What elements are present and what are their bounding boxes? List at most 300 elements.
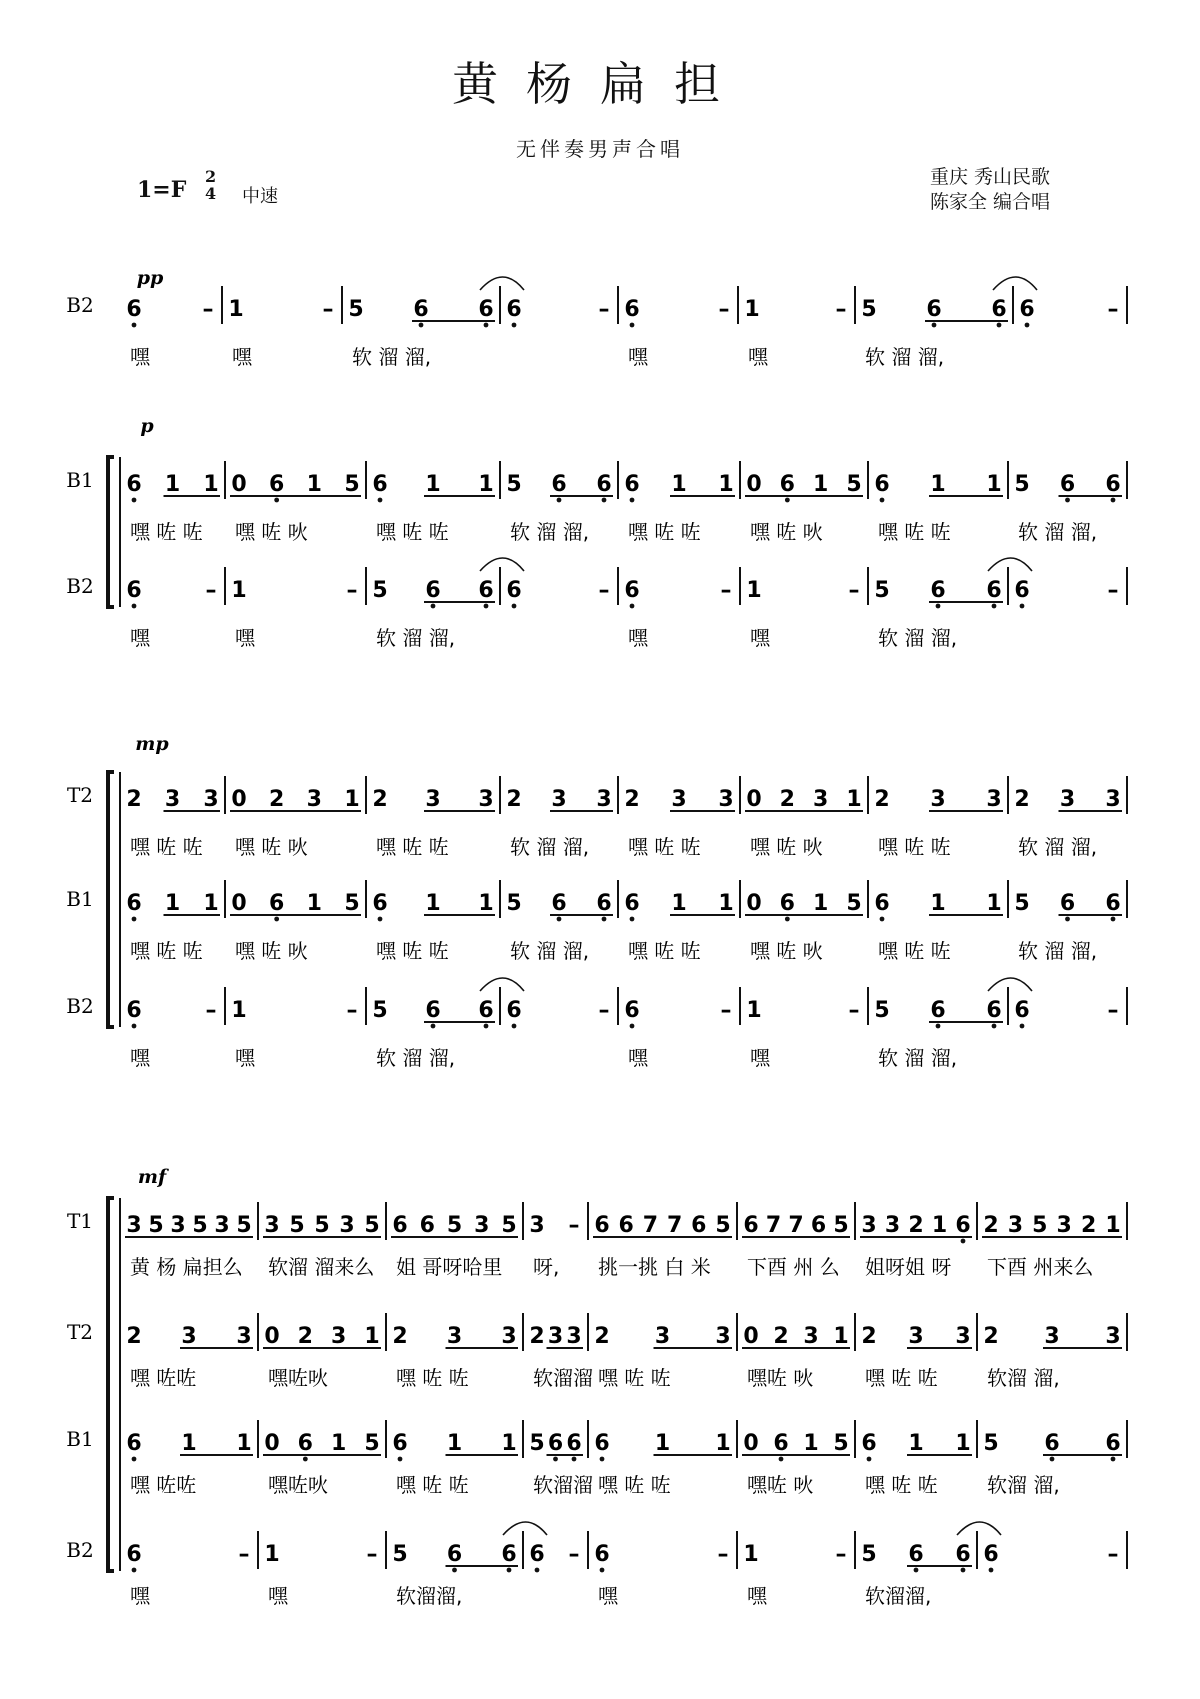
note: 5	[715, 1213, 731, 1238]
note: 3	[803, 1324, 819, 1349]
note: 1	[654, 1431, 671, 1456]
note: 1	[671, 891, 687, 916]
lyric-text: 嘿咗吙	[268, 1366, 328, 1390]
octave-dot	[961, 1239, 966, 1244]
octave-dot	[932, 323, 937, 328]
note: 1	[344, 787, 360, 812]
note: 6	[1059, 472, 1076, 497]
note: 1	[446, 1431, 463, 1456]
note: 6	[478, 998, 494, 1023]
octave-dot	[274, 498, 279, 503]
note: 6	[501, 1542, 517, 1567]
note: 0	[264, 1324, 280, 1349]
voice-label-b1: B1	[66, 468, 94, 492]
tie-arc	[988, 978, 1032, 991]
lyric-text: 呀,	[533, 1255, 560, 1279]
note: 1	[813, 891, 829, 916]
note: 6	[269, 891, 285, 916]
note: 6	[624, 578, 640, 603]
octave-dot	[132, 323, 137, 328]
octave-dot	[507, 1568, 512, 1573]
note: 5	[501, 1213, 517, 1238]
note: 6	[983, 1542, 999, 1567]
note: 6	[551, 472, 567, 497]
note: 5	[506, 891, 522, 916]
lyric-text: 嘿 咗咗	[130, 1473, 197, 1497]
arranger-credit: 陈家全 编合唱	[930, 191, 1051, 213]
note: 5	[372, 998, 388, 1023]
note: 2	[908, 1213, 924, 1238]
octave-dot	[1111, 1457, 1116, 1462]
note: 3	[930, 787, 946, 812]
lyric-text: 嘿 咗 咗	[865, 1473, 938, 1497]
note: 6	[874, 891, 890, 916]
octave-dot	[880, 917, 885, 922]
note: 1	[931, 1213, 948, 1238]
voice-label-b2: B2	[66, 574, 94, 598]
note: 6	[1019, 297, 1035, 322]
note: 3	[566, 1324, 582, 1349]
octave-dot	[512, 1024, 517, 1029]
song-title: 黄杨扁担	[452, 57, 748, 111]
tie-arc	[957, 1522, 1001, 1535]
note: 3	[425, 787, 441, 812]
lyric-text: 嘿	[750, 626, 770, 650]
note: 5	[833, 1431, 849, 1456]
note: –	[1107, 998, 1119, 1023]
lyric-text: 软 溜 溜,	[510, 520, 590, 544]
lyric-text: 下酉 州来么	[987, 1255, 1094, 1279]
octave-dot	[602, 917, 607, 922]
key-signature: 1=F	[137, 177, 187, 203]
note: 1	[364, 1324, 380, 1349]
note: 1	[203, 472, 219, 497]
note: 6	[594, 1213, 610, 1238]
lyric-text: 软 溜 溜,	[865, 345, 945, 369]
note: 1	[306, 891, 322, 916]
octave-dot	[431, 604, 436, 609]
octave-dot	[572, 1457, 577, 1462]
note: 5	[506, 472, 522, 497]
note: 6	[810, 1213, 827, 1238]
lyric-text: 软溜 溜来么	[268, 1255, 375, 1279]
note: 6	[874, 472, 890, 497]
note: 3	[529, 1213, 545, 1238]
note: 1	[718, 891, 734, 916]
octave-dot	[600, 1457, 605, 1462]
note: 1	[306, 472, 322, 497]
note: –	[202, 297, 214, 322]
lyric-text: 嘿 咗 咗	[628, 835, 701, 859]
note: 5	[392, 1542, 408, 1567]
note: 6	[1059, 891, 1076, 916]
lyric-text: 嘿	[628, 1046, 648, 1070]
note: 6	[1014, 578, 1030, 603]
octave-dot	[997, 323, 1002, 328]
note: 0	[746, 787, 762, 812]
note: 5	[344, 891, 360, 916]
octave-dot	[880, 498, 885, 503]
note: 5	[364, 1431, 380, 1456]
note: 3	[596, 787, 612, 812]
lyric-text: 嘿	[130, 1046, 150, 1070]
octave-dot	[484, 323, 489, 328]
note: 6	[126, 297, 142, 322]
note: 1	[930, 472, 946, 497]
note: 6	[1105, 891, 1121, 916]
note: 1	[331, 1431, 347, 1456]
note: 5	[1032, 1213, 1048, 1238]
octave-dot	[484, 604, 489, 609]
note: 2	[506, 787, 522, 812]
note: 5	[372, 578, 388, 603]
lyric-text: 嘿咗 吙	[747, 1366, 814, 1390]
note: 6	[126, 998, 142, 1023]
octave-dot	[630, 604, 635, 609]
lyric-text: 姐 哥呀哈里	[396, 1255, 503, 1279]
note: 2	[297, 1324, 313, 1349]
note: 1	[1105, 1213, 1121, 1238]
note: 6	[624, 891, 640, 916]
note: 5	[1014, 472, 1030, 497]
note: 2	[983, 1213, 999, 1238]
note: 0	[231, 891, 247, 916]
note: 6	[1105, 472, 1121, 497]
note: –	[205, 998, 217, 1023]
note: 3	[474, 1213, 490, 1238]
octave-dot	[132, 498, 137, 503]
octave-dot	[535, 1568, 540, 1573]
lyric-text: 嘿 咗 咗	[396, 1366, 469, 1390]
note: 1	[986, 891, 1002, 916]
note: –	[848, 578, 860, 603]
lyric-text: 嘿	[750, 1046, 770, 1070]
lyric-text: 嘿 咗 咗	[376, 939, 449, 963]
note: –	[835, 297, 847, 322]
note: 3	[1007, 1213, 1024, 1238]
note: 5	[344, 472, 360, 497]
octave-dot	[1111, 498, 1116, 503]
lyric-text: 软 溜 溜,	[352, 345, 432, 369]
note: 6	[691, 1213, 707, 1238]
note: 7	[642, 1213, 659, 1238]
octave-dot	[600, 1568, 605, 1573]
note: –	[1107, 1542, 1119, 1567]
note: 3	[1044, 1324, 1060, 1349]
note: 6	[779, 472, 795, 497]
note: 1	[715, 1431, 731, 1456]
note: 6	[419, 1213, 435, 1238]
note: 1	[744, 297, 760, 322]
note: 6	[413, 297, 429, 322]
note: 1	[164, 891, 181, 916]
lyric-text: 软溜 溜,	[987, 1473, 1060, 1497]
note: 3	[214, 1213, 230, 1238]
note: 2	[529, 1324, 545, 1349]
octave-dot	[132, 1457, 137, 1462]
note: 6	[986, 578, 1002, 603]
octave-dot	[1025, 323, 1030, 328]
note: 5	[1014, 891, 1030, 916]
octave-dot	[557, 917, 562, 922]
note: 6	[446, 1542, 463, 1567]
system-bracket	[108, 1198, 114, 1571]
lyric-text: 软 溜 溜,	[376, 626, 456, 650]
note: 1	[930, 891, 946, 916]
note: 1	[478, 472, 494, 497]
note: 6	[297, 1431, 313, 1456]
octave-dot	[602, 498, 607, 503]
lyric-text: 软溜溜	[533, 1366, 593, 1390]
lyric-text: 姐呀姐 呀	[865, 1255, 952, 1279]
octave-dot	[132, 1024, 137, 1029]
dynamic-marking: pp	[136, 267, 164, 289]
note: 6	[506, 578, 522, 603]
note: 2	[372, 787, 388, 812]
note: 1	[203, 891, 219, 916]
tie-arc	[480, 978, 524, 991]
note: 3	[1059, 787, 1076, 812]
note: 5	[446, 1213, 463, 1238]
octave-dot	[132, 1568, 137, 1573]
octave-dot	[398, 1457, 403, 1462]
note: 1	[425, 472, 441, 497]
note: –	[346, 578, 358, 603]
octave-dot	[452, 1568, 457, 1573]
lyric-text: 黄 杨 扁担么	[130, 1255, 243, 1279]
lyric-text: 嘿 咗 吙	[750, 939, 823, 963]
octave-dot	[992, 604, 997, 609]
note: 1	[164, 472, 181, 497]
note: 1	[231, 578, 247, 603]
lyric-text: 挑一挑 白 米	[598, 1255, 711, 1279]
lyric-text: 嘿	[232, 345, 252, 369]
note: 3	[164, 787, 181, 812]
note: 6	[269, 472, 285, 497]
lyric-text: 嘿 咗 吙	[235, 520, 308, 544]
note: 2	[126, 787, 142, 812]
note: 1	[671, 472, 687, 497]
note: 1	[236, 1431, 252, 1456]
note: 3	[884, 1213, 901, 1238]
voice-label-b2: B2	[66, 293, 94, 317]
lyric-text: 嘿 咗 咗	[130, 520, 203, 544]
note: 3	[306, 787, 322, 812]
note: 0	[231, 472, 247, 497]
note: 2	[874, 787, 890, 812]
lyric-text: 嘿 咗 咗	[878, 520, 951, 544]
lyric-text: 嘿 咗 咗	[376, 520, 449, 544]
lyric-text: 软 溜 溜,	[510, 835, 590, 859]
lyric-text: 嘿	[130, 345, 150, 369]
octave-dot	[553, 1457, 558, 1462]
tie-arc	[988, 558, 1032, 571]
note: 2	[983, 1324, 999, 1349]
note: –	[346, 998, 358, 1023]
octave-dot	[303, 1457, 308, 1462]
note: 6	[986, 998, 1002, 1023]
meter-bottom: 4	[205, 184, 217, 203]
lyric-text: 嘿	[235, 1046, 255, 1070]
lyric-text: 软 溜 溜,	[878, 626, 958, 650]
note: 6	[861, 1431, 877, 1456]
voice-label-t2: T2	[66, 1320, 94, 1344]
note: 3	[1105, 787, 1121, 812]
lyric-text: 嘿 咗 吙	[235, 835, 308, 859]
octave-dot	[378, 917, 383, 922]
note: 2	[126, 1324, 142, 1349]
note: 3	[861, 1213, 877, 1238]
note: 1	[228, 297, 244, 322]
lyric-text: 嘿	[628, 345, 648, 369]
note: 2	[594, 1324, 610, 1349]
system-bracket	[108, 772, 114, 1027]
note: 5	[861, 1542, 877, 1567]
note: 7	[765, 1213, 782, 1238]
octave-dot	[961, 1568, 966, 1573]
note: 6	[506, 297, 522, 322]
lyric-text: 嘿 咗 咗	[628, 939, 701, 963]
note: 5	[236, 1213, 252, 1238]
octave-dot	[484, 1024, 489, 1029]
note: 5	[983, 1431, 999, 1456]
note: 5	[314, 1213, 330, 1238]
note: –	[568, 1542, 580, 1567]
note: 5	[833, 1213, 849, 1238]
tie-arc	[503, 1522, 547, 1535]
note: 1	[846, 787, 862, 812]
note: 6	[926, 297, 942, 322]
tie-arc	[993, 277, 1037, 290]
octave-dot	[989, 1568, 994, 1573]
note: –	[1107, 297, 1119, 322]
note: 1	[908, 1431, 924, 1456]
note: 6	[126, 472, 142, 497]
note: –	[717, 1542, 729, 1567]
octave-dot	[1065, 917, 1070, 922]
note: –	[366, 1542, 378, 1567]
note: 0	[746, 472, 762, 497]
octave-dot	[557, 498, 562, 503]
note: 2	[1014, 787, 1030, 812]
voice-label-t1: T1	[66, 1209, 94, 1233]
note: –	[720, 578, 732, 603]
note: 3	[126, 1213, 142, 1238]
note: 5	[861, 297, 877, 322]
note: 6	[779, 891, 795, 916]
note: –	[598, 297, 610, 322]
lyric-text: 软溜溜	[533, 1473, 593, 1497]
note: 3	[264, 1213, 280, 1238]
lyric-text: 软 溜 溜,	[1018, 939, 1098, 963]
note: 6	[478, 297, 494, 322]
lyric-text: 嘿	[628, 626, 648, 650]
note: 6	[126, 1542, 142, 1567]
note: 6	[596, 891, 612, 916]
note: 1	[746, 998, 762, 1023]
note: 6	[743, 1213, 759, 1238]
note: 3	[671, 787, 687, 812]
octave-dot	[1020, 604, 1025, 609]
note: 5	[348, 297, 364, 322]
octave-dot	[936, 604, 941, 609]
lyric-text: 嘿	[130, 1584, 150, 1608]
note: 1	[425, 891, 441, 916]
note: –	[205, 578, 217, 603]
lyric-text: 嘿 咗 咗	[130, 835, 203, 859]
note: 3	[446, 1324, 463, 1349]
note: 2	[392, 1324, 408, 1349]
lyric-text: 软 溜 溜,	[1018, 835, 1098, 859]
lyric-text: 嘿 咗 咗	[878, 835, 951, 859]
lyric-text: 嘿 咗 咗	[130, 939, 203, 963]
note: 2	[779, 787, 795, 812]
note: 6	[392, 1431, 408, 1456]
note: 6	[624, 472, 640, 497]
note: –	[238, 1542, 250, 1567]
note: 6	[372, 472, 388, 497]
voice-label-b1: B1	[66, 1427, 94, 1451]
note: –	[718, 297, 730, 322]
note: 1	[833, 1324, 849, 1349]
note: 2	[269, 787, 285, 812]
note: 5	[874, 998, 890, 1023]
octave-dot	[419, 323, 424, 328]
note: 5	[364, 1213, 380, 1238]
note: 3	[236, 1324, 252, 1349]
note: –	[835, 1542, 847, 1567]
lyric-text: 嘿	[748, 345, 768, 369]
octave-dot	[132, 604, 137, 609]
note: 1	[181, 1431, 197, 1456]
voice-label-b2: B2	[66, 994, 94, 1018]
lyric-text: 嘿 咗 咗	[628, 520, 701, 544]
note: 6	[624, 297, 640, 322]
note: 1	[231, 998, 247, 1023]
voice-label-b1: B1	[66, 887, 94, 911]
note: 3	[715, 1324, 731, 1349]
note: 1	[955, 1431, 971, 1456]
note: 7	[666, 1213, 683, 1238]
note: –	[598, 998, 610, 1023]
note: –	[1107, 578, 1119, 603]
octave-dot	[1111, 917, 1116, 922]
note: 6	[372, 891, 388, 916]
octave-dot	[914, 1568, 919, 1573]
octave-dot	[936, 1024, 941, 1029]
note: 6	[930, 998, 946, 1023]
note: 3	[955, 1324, 971, 1349]
note: 6	[551, 891, 567, 916]
note: 5	[529, 1431, 545, 1456]
octave-dot	[992, 1024, 997, 1029]
lyric-text: 嘿 咗 吙	[750, 835, 823, 859]
song-subtitle: 无伴奏男声合唱	[516, 137, 684, 161]
lyric-text: 软溜溜,	[865, 1584, 932, 1608]
octave-dot	[779, 1457, 784, 1462]
lyric-text: 软 溜 溜,	[510, 939, 590, 963]
octave-dot	[867, 1457, 872, 1462]
lyric-text: 嘿	[268, 1584, 288, 1608]
voice-label-t2: T2	[66, 783, 94, 807]
note: 1	[501, 1431, 517, 1456]
note: 3	[203, 787, 219, 812]
note: 5	[846, 472, 862, 497]
note: 2	[773, 1324, 789, 1349]
octave-dot	[630, 917, 635, 922]
lyric-text: 嘿	[130, 626, 150, 650]
lyric-text: 嘿 咗 咗	[598, 1473, 671, 1497]
